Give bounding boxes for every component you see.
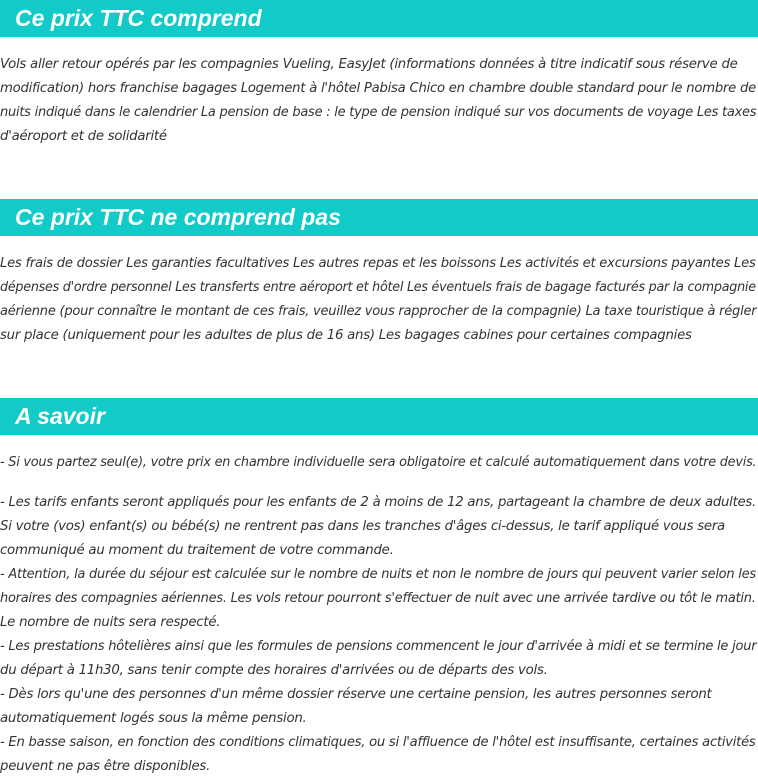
- text-line: dépenses d'ordre personnel Les transferts entre aéroport et hôtel Les éventuels frais de bagage facturés par la compagnie: [0, 280, 756, 295]
- text-line: Les frais de dossier Les garanties facultatives Les autres repas et les boissons Les activités et excursions payantes Les: [0, 256, 756, 271]
- section-included: [0, 0, 758, 149]
- text-line: modification) hors franchise bagages Logement à l'hôtel Pabisa Chico en chambre double standard pour le nombre de: [0, 81, 756, 96]
- text-line: - Les prestations hôtelières ainsi que les formules de pensions commencent le jour d'arrivée à midi et se termine le jour: [0, 639, 757, 654]
- text-line: - Si vous partez seul(e), votre prix en chambre individuelle sera obligatoire et calculé automatiquement dans votre devis.: [0, 455, 757, 470]
- text-line: Si votre (vos) enfant(s) ou bébé(s) ne rentrent pas dans les tranches d'âges ci-dessus, le tarif appliqué vous sera: [0, 519, 725, 534]
- good-to-know-text: [0, 491, 758, 779]
- text-line: - Attention, la durée du séjour est calculée sur le nombre de nuits et non le nombre de jours qui peuvent varier selon les: [0, 567, 756, 582]
- section-good-to-know: [0, 398, 758, 779]
- good-to-know-first-para: [0, 451, 758, 475]
- text-line: - Dès lors qu'une des personnes d'un même dossier réserve une certaine pension, les autres personnes seront: [0, 687, 712, 702]
- included-text: [0, 53, 758, 149]
- text-line: du départ à 11h30, sans tenir compte des horaires d'arrivées ou de départs des vols.: [0, 663, 548, 678]
- text-line: nuits indiqué dans le calendrier La pension de base : le type de pension indiqué sur vos documents de voyage Les taxes: [0, 105, 757, 120]
- text-line: Le nombre de nuits sera respecté.: [0, 615, 221, 630]
- section-title-good-to-know: A savoir: [0, 398, 758, 435]
- text-line: sur place (uniquement pour les adultes de plus de 16 ans) Les bagages cabines pour certaines compagnies: [0, 328, 692, 343]
- text-line: horaires des compagnies aériennes. Les vols retour pourront s'effectuer de nuit avec une arrivée tardive ou tôt le matin.: [0, 591, 756, 606]
- text-line: d'aéroport et de solidarité: [0, 129, 167, 144]
- text-line: - Les tarifs enfants seront appliqués pour les enfants de 2 à moins de 12 ans, partageant la chambre de deux adultes.: [0, 495, 757, 510]
- text-line: Vols aller retour opérés par les compagnies Vueling, EasyJet (informations données à titre indicatif sous réserve de: [0, 57, 738, 72]
- text-line: - En basse saison, en fonction des conditions climatiques, ou si l'affluence de l'hôtel est insuffisante, certaines activités: [0, 735, 756, 750]
- section-not-included: [0, 199, 758, 348]
- not-included-text: [0, 252, 758, 348]
- text-line: aérienne (pour connaître le montant de ces frais, veuillez vous rapprocher de la compagnie) La taxe touristique à régler: [0, 304, 757, 319]
- text-line: communiqué au moment du traitement de votre commande.: [0, 543, 394, 558]
- text-line: peuvent ne pas être disponibles.: [0, 759, 211, 774]
- section-title-not-included: Ce prix TTC ne comprend pas: [0, 199, 758, 236]
- text-line: automatiquement logés sous la même pension.: [0, 711, 307, 726]
- section-title-included: Ce prix TTC comprend: [0, 0, 758, 37]
